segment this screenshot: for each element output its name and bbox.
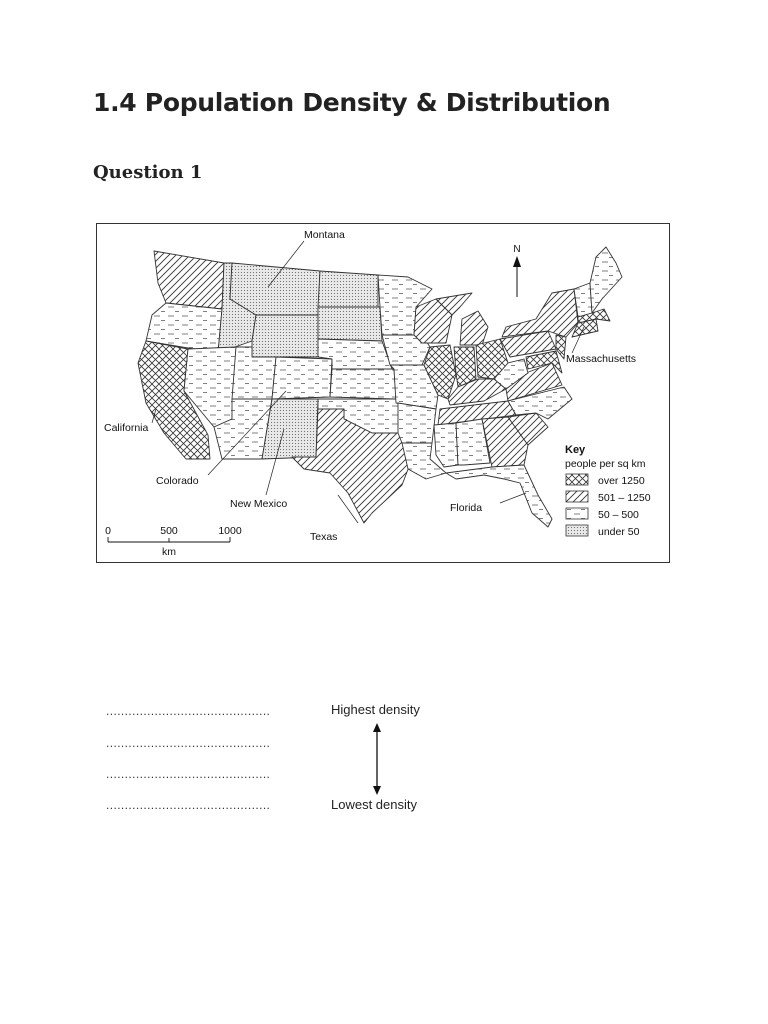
answer-blank-4[interactable]: ............................................ (106, 798, 271, 812)
page-title: 1.4 Population Density & Distribution (93, 88, 611, 117)
answer-blank-1[interactable]: ............................................ (106, 704, 271, 718)
state-wyoming (252, 315, 318, 357)
legend-swatch-dashes (566, 508, 588, 519)
label-montana: Montana (304, 229, 345, 241)
scale-tick-500: 500 (160, 525, 178, 537)
state-montana (230, 263, 320, 315)
legend-swatch-dots (566, 525, 588, 536)
legend-label-501-1250: 501 – 1250 (598, 492, 651, 504)
usa-density-map (96, 223, 670, 563)
scale-tick-1000: 1000 (218, 525, 242, 537)
answer-blank-3[interactable]: ............................................ (106, 767, 271, 781)
legend-label-under-50: under 50 (598, 526, 640, 538)
label-florida: Florida (450, 502, 483, 514)
state-arkansas (398, 403, 436, 443)
legend-subtitle: people per sq km (565, 458, 646, 470)
lowest-density-label: Lowest density (331, 797, 417, 812)
scale-unit: km (162, 546, 176, 558)
state-south-dakota (318, 307, 382, 341)
scale-tick-0: 0 (105, 525, 111, 537)
legend-title: Key (565, 444, 586, 456)
label-new-mexico: New Mexico (230, 498, 288, 510)
density-arrow-icon (369, 722, 385, 796)
label-massachusetts: Massachusetts (566, 353, 637, 365)
legend-swatch-diagonal (566, 491, 588, 502)
legend-label-50-500: 50 – 500 (598, 509, 639, 521)
highest-density-label: Highest density (331, 702, 420, 717)
state-kansas (330, 369, 396, 399)
label-colorado: Colorado (156, 475, 199, 487)
label-california: California (104, 422, 149, 434)
state-north-dakota (318, 271, 378, 307)
answer-blank-2[interactable]: ............................................ (106, 736, 271, 750)
legend-label-over-1250: over 1250 (598, 475, 645, 487)
label-texas: Texas (310, 531, 338, 543)
legend-swatch-crosshatch (566, 474, 588, 485)
question-heading: Question 1 (93, 162, 203, 183)
north-label: N (513, 244, 521, 255)
state-colorado (272, 357, 332, 399)
